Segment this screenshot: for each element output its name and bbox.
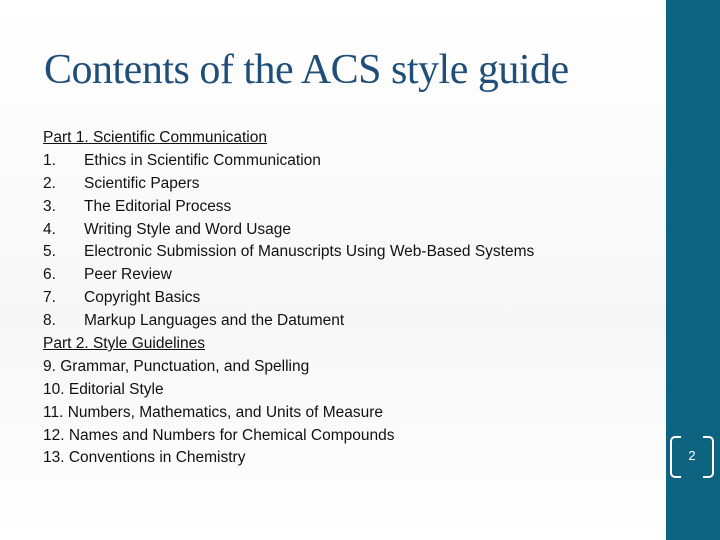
item-number: 3.: [43, 197, 56, 215]
page-number: 2: [688, 448, 696, 463]
contents-list: [43, 127, 643, 470]
list-item: [43, 173, 643, 196]
item-text: Peer Review: [84, 266, 172, 284]
list-item: 9. Grammar, Punctuation, and Spelling: [43, 357, 310, 375]
item-number: 8.: [43, 312, 56, 330]
item-text: Markup Languages and the Datument: [84, 312, 345, 330]
list-item: 12. Names and Numbers for Chemical Compounds: [43, 426, 395, 444]
list-item: 10. Editorial Style: [43, 380, 164, 398]
list-item: [43, 264, 643, 287]
list-item: [43, 287, 643, 310]
list-item: [43, 196, 643, 219]
item-number: 2.: [43, 174, 56, 192]
item-text: Copyright Basics: [84, 289, 201, 307]
item-text: The Editorial Process: [84, 197, 232, 215]
page-number-badge: [669, 436, 715, 478]
item-number: 5.: [43, 243, 56, 261]
part2-heading: Part 2. Style Guidelines: [43, 335, 205, 353]
list-item: [43, 150, 643, 173]
item-number: 1.: [43, 151, 56, 169]
list-item: [43, 241, 643, 264]
item-text: Writing Style and Word Usage: [84, 220, 292, 238]
list-item: [43, 310, 643, 333]
item-text: Ethics in Scientific Communication: [84, 151, 321, 169]
item-number: 6.: [43, 266, 56, 284]
item-text: Scientific Papers: [84, 174, 200, 192]
list-item: 11. Numbers, Mathematics, and Units of Measure: [43, 403, 383, 421]
slide-title: Contents of the ACS style guide: [44, 47, 569, 93]
list-item: [43, 219, 643, 242]
item-number: 4.: [43, 220, 56, 238]
item-number: 7.: [43, 289, 56, 307]
list-item: 13. Conventions in Chemistry: [43, 449, 246, 467]
part1-heading: Part 1. Scientific Communication: [43, 129, 267, 146]
item-text: Electronic Submission of Manuscripts Using Web-Based Systems: [84, 243, 535, 261]
